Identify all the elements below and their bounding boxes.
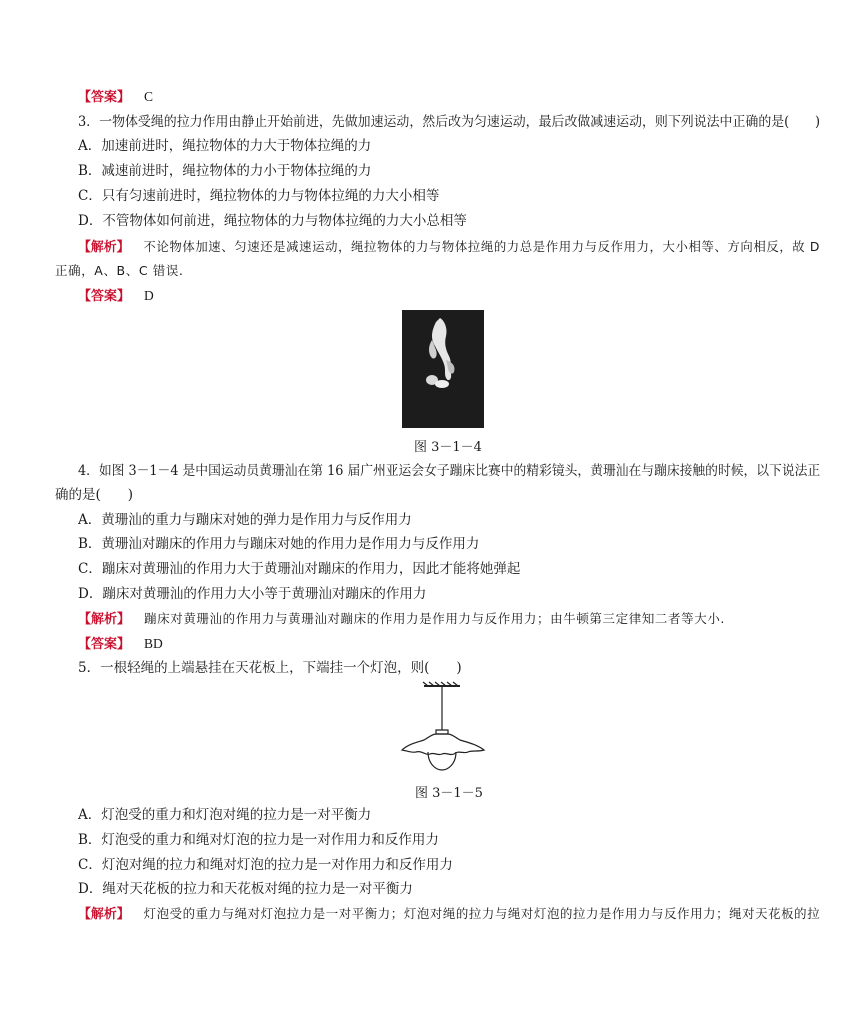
question-4-option-a: A．黄珊汕的重力与蹦床对她的弹力是作用力与反作用力	[78, 512, 412, 528]
analysis-tag: 【解析】	[78, 907, 130, 922]
question-4-stem: 4．如图 3－1－4 是中国运动员黄珊汕在第 16 届广州亚运会女子蹦床比赛中的精彩镜头，黄珊汕在与蹦床接触的时候，以下说法正	[78, 463, 821, 479]
answer-row-q4	[78, 635, 163, 654]
hanging-lamp-diagram	[398, 680, 488, 772]
question-3-stem: 3．一物体受绳的拉力作用由静止开始前进，先做加速运动，然后改为匀速运动，最后改做减速运动，则下列说法中正确的是( )	[78, 114, 821, 130]
question-4-option-c: C．蹦床对黄珊汕的作用力大于黄珊汕对蹦床的作用力，因此才能将她弹起	[78, 561, 521, 577]
answer-row-q2	[78, 88, 153, 107]
analysis-row-q4	[78, 610, 725, 629]
analysis-text: 不论物体加速、匀速还是减速运动，绳拉物体的力与物体拉绳的力总是作用力与反作用力，大小相等、方向相反，故 D	[143, 239, 820, 254]
analysis-tag: 【解析】	[78, 240, 130, 255]
analysis-row-q3	[78, 238, 820, 257]
answer-row-q3	[78, 287, 154, 306]
answer-tag: 【答案】	[78, 90, 131, 105]
analysis-row-q5	[78, 905, 820, 924]
figure-caption: 图 3－1－5	[415, 786, 483, 801]
gymnast-figure-icon	[402, 310, 484, 428]
figure-caption: 图 3－1－4	[414, 440, 482, 455]
analysis-tag: 【解析】	[78, 612, 131, 627]
question-3-option-a: A．加速前进时，绳拉物体的力大于物体拉绳的力	[78, 138, 372, 154]
question-5-option-b: B．灯泡受的重力和绳对灯泡的拉力是一对作用力和反作用力	[78, 832, 439, 848]
answer-value: BD	[144, 636, 163, 651]
question-4-option-d: D．蹦床对黄珊汕的作用力大小等于黄珊汕对蹦床的作用力	[78, 586, 427, 602]
analysis-text: 蹦床对黄珊汕的作用力与黄珊汕对蹦床的作用力是作用力与反作用力；由牛顿第三定律知二者等大小.	[144, 611, 725, 626]
question-5-stem: 5．一根轻绳的上端悬挂在天花板上，下端挂一个灯泡，则( )	[78, 660, 462, 676]
analysis-continuation-q3: 正确，A、B、C 错误.	[55, 263, 184, 278]
question-5-option-a: A．灯泡受的重力和灯泡对绳的拉力是一对平衡力	[78, 807, 372, 823]
question-3-option-b: B．减速前进时，绳拉物体的力小于物体拉绳的力	[78, 163, 372, 179]
question-4-stem-continuation: 确的是( )	[55, 487, 134, 503]
answer-value: C	[144, 89, 154, 104]
answer-value: D	[144, 288, 154, 303]
question-5-option-d: D．绳对天花板的拉力和天花板对绳的拉力是一对平衡力	[78, 881, 413, 897]
trampoline-photo	[402, 310, 484, 428]
question-3-option-d: D．不管物体如何前进，绳拉物体的力与物体拉绳的力大小总相等	[78, 213, 467, 229]
question-3-option-c: C．只有匀速前进时，绳拉物体的力与物体拉绳的力大小相等	[78, 188, 440, 204]
question-5-option-c: C．灯泡对绳的拉力和绳对灯泡的拉力是一对作用力和反作用力	[78, 857, 453, 873]
answer-tag: 【答案】	[78, 637, 131, 652]
question-4-option-b: B．黄珊汕对蹦床的作用力与蹦床对她的作用力是作用力与反作用力	[78, 536, 480, 552]
analysis-text: 灯泡受的重力与绳对灯泡拉力是一对平衡力；灯泡对绳的拉力与绳对灯泡的拉力是作用力与反作用力；绳对天花板的拉	[143, 906, 821, 921]
answer-tag: 【答案】	[78, 289, 131, 304]
